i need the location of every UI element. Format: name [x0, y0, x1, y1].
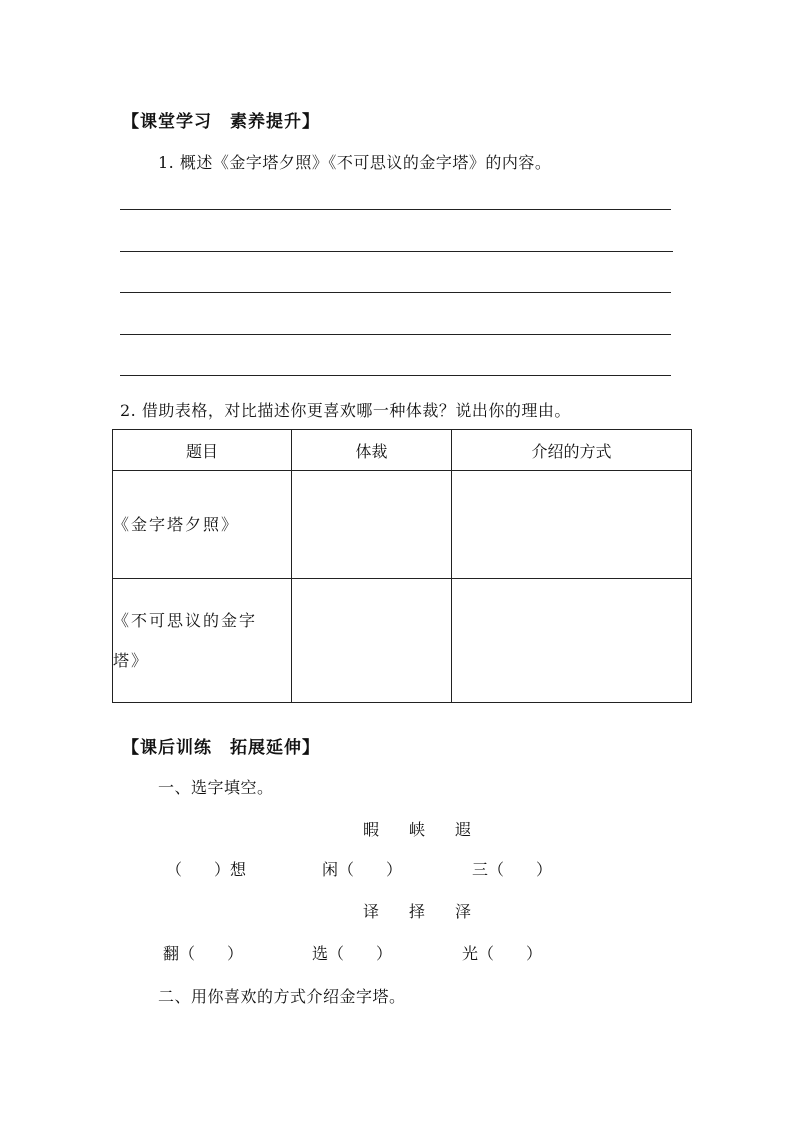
method-cell[interactable] [452, 471, 692, 579]
genre-cell[interactable] [292, 471, 452, 579]
table-header-row [113, 430, 692, 471]
method-cell[interactable] [452, 579, 692, 703]
choice-char: 泽 [455, 902, 472, 921]
choice-char: 译 [363, 902, 380, 921]
answer-line-5[interactable] [120, 375, 671, 376]
choice-char: 峡 [409, 820, 426, 839]
genre-cell[interactable] [292, 579, 452, 703]
header-title: 题目 [113, 430, 292, 471]
table-row [113, 471, 692, 579]
choice-char: 择 [409, 902, 426, 921]
section-title-classroom: 【课堂学习 素养提升】 [122, 112, 320, 132]
row-title: 《金字塔夕照》 [113, 514, 240, 534]
header-method: 介绍的方式 [452, 430, 692, 471]
answer-line-3[interactable] [120, 292, 671, 293]
section-title-homework: 【课后训练 拓展延伸】 [122, 738, 320, 758]
part-1-heading: 一、选字填空。 [158, 778, 274, 797]
question-1: 1. 概述《金字塔夕照》《不可思议的金字塔》的内容。 [158, 153, 552, 172]
table-row [113, 579, 692, 703]
fill-blank[interactable]: 光（ ） [462, 944, 543, 963]
row-title-line2: 塔》 [113, 650, 150, 670]
row-title-cell [113, 471, 292, 579]
part-2-heading: 二、用你喜欢的方式介绍金字塔。 [158, 987, 406, 1006]
row-title-line1: 《不可思议的金字 [113, 610, 258, 630]
choice-char: 暇 [363, 820, 380, 839]
fill-blank[interactable]: （ ）想 [166, 860, 247, 879]
row-title-cell [113, 579, 292, 703]
header-genre: 体裁 [292, 430, 452, 471]
fill-blank[interactable]: 三（ ） [472, 860, 553, 879]
fill-blank[interactable]: 闲（ ） [322, 860, 403, 879]
fill-blank[interactable]: 翻（ ） [163, 944, 244, 963]
answer-line-4[interactable] [120, 334, 671, 335]
comparison-table [112, 429, 692, 703]
question-2: 2. 借助表格，对比描述你更喜欢哪一种体裁？说出你的理由。 [120, 401, 571, 420]
answer-line-1[interactable] [120, 209, 671, 210]
answer-line-2[interactable] [120, 251, 673, 252]
choice-char: 遐 [455, 820, 472, 839]
fill-blank[interactable]: 选（ ） [312, 944, 393, 963]
